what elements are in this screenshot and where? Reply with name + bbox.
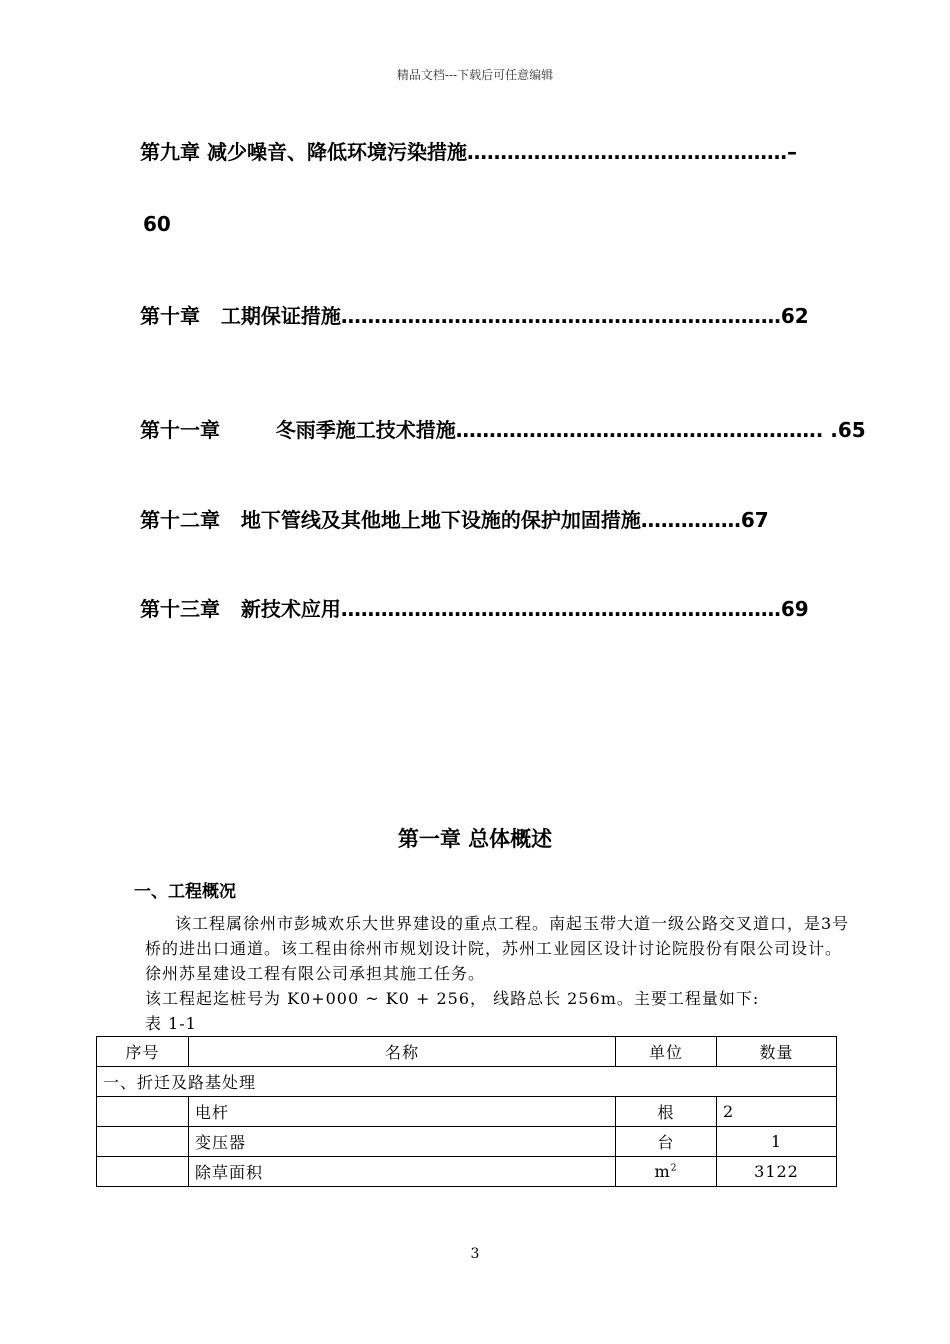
mileage-paragraph: 该工程起迄桩号为 K0+000 ~ K0 + 256， 线路总长 256m。主要工程量如下: (145, 989, 760, 1008)
toc-title: 新技术应用 (240, 597, 341, 621)
toc-entry-13[interactable] (140, 593, 809, 622)
toc-chapter: 第十二章 (140, 508, 220, 532)
unit-superscript: 2 (670, 1163, 678, 1174)
header-cell: 名称 (189, 1037, 616, 1067)
toc-leader: …………………………………………– (466, 140, 797, 164)
toc-page: 67 (740, 508, 769, 532)
toc-leader: ………………………………………………………… (340, 304, 781, 328)
quantity-table (96, 1036, 837, 1187)
chapter-title: 第一章 总体概述 (397, 827, 553, 851)
toc-entry-11[interactable] (140, 414, 866, 443)
group-cell: 一、折迁及路基处理 (97, 1067, 837, 1097)
table-caption: 表 1-1 (145, 1014, 197, 1033)
section-title: 一、工程概况 (134, 882, 236, 902)
page-number: 3 (470, 1246, 480, 1262)
toc-chapter: 第十一章 (140, 418, 220, 442)
toc-leader: ………………………………………………. . (455, 418, 838, 442)
unit-cell (616, 1157, 717, 1187)
name-cell: 电杆 (189, 1097, 616, 1127)
unit-cell: 台 (616, 1127, 717, 1157)
toc-title: 工期保证措施 (220, 304, 341, 328)
toc-chapter: 第九章 (140, 140, 200, 164)
toc-entry-12[interactable] (140, 504, 769, 533)
table-header-row (97, 1037, 837, 1067)
toc-page: 69 (780, 597, 809, 621)
toc-title: 减少噪音、降低环境污染措施 (206, 140, 467, 164)
toc-page-9: 60 (143, 212, 171, 236)
qty-cell: 3122 (717, 1157, 837, 1187)
toc-page: 62 (780, 304, 809, 328)
toc-leader: …………… (640, 508, 741, 532)
toc-title: 地下管线及其他地上地下设施的保护加固措施 (240, 508, 641, 532)
toc-entry-9[interactable] (140, 136, 797, 165)
overview-paragraph: 该工程属徐州市彭城欢乐大世界建设的重点工程。南起玉带大道一级公路交叉道口，是3号桥的进出口通道。该工程由徐州市规划设计院，苏州工业园区设计讨论院股份有限公司设计。徐州苏星建设工程有限公司承担其施工任务。 (145, 914, 850, 983)
qty-cell: 2 (717, 1097, 837, 1127)
toc-chapter: 第十章 (140, 304, 200, 328)
header-cell: 单位 (616, 1037, 717, 1067)
name-cell: 除草面积 (189, 1157, 616, 1187)
page-header: 精品文档---下载后可任意编辑 (396, 68, 554, 82)
toc-title: 冬雨季施工技术措施 (275, 418, 456, 442)
table-row (97, 1127, 837, 1157)
toc-chapter: 第十三章 (140, 597, 220, 621)
table-group-row (97, 1067, 837, 1097)
unit-text: m (654, 1162, 671, 1181)
qty-cell: 1 (717, 1127, 837, 1157)
table-row (97, 1157, 837, 1187)
toc-page: 65 (837, 418, 866, 442)
toc-leader: ………………………………………………………… (340, 597, 781, 621)
unit-cell: 根 (616, 1097, 717, 1127)
table-row (97, 1097, 837, 1127)
header-cell: 数量 (717, 1037, 837, 1067)
toc-entry-10[interactable] (140, 300, 809, 329)
header-cell: 序号 (97, 1037, 189, 1067)
name-cell: 变压器 (189, 1127, 616, 1157)
